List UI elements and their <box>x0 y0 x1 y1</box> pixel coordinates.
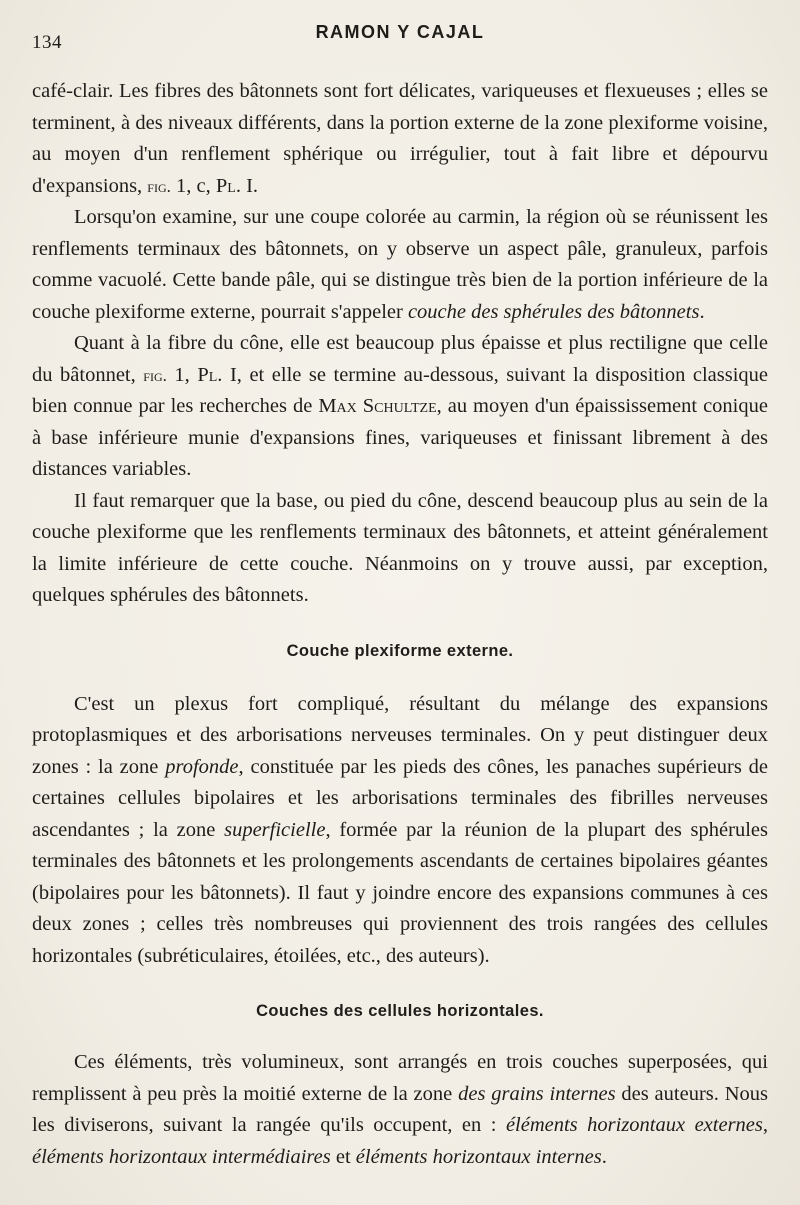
paragraph-2 <box>32 202 768 328</box>
p3-text-2: 1, <box>166 363 198 386</box>
p1-fig-ref: fig. <box>147 176 171 196</box>
paragraph-1 <box>32 76 768 202</box>
p3-text-4: , au moyen d'un épaississement conique à base inférieure munie d'expansions fines, variqueuses et finissant librement à des distances variables. <box>32 395 768 480</box>
p5-italic-2: superficielle <box>224 818 326 841</box>
paragraph-5 <box>32 689 768 973</box>
section-heading-horizontales: Couches des cellules horizontales. <box>256 1002 544 1020</box>
p6-text-1: Ces éléments, très volumineux, sont arrangés en trois couches superposées, qui remplissent à peu près la moitié externe de la zone <box>32 1051 768 1105</box>
body-text <box>32 76 768 1173</box>
p6-italic-1: des grains internes <box>458 1082 616 1105</box>
running-head: RAMON Y CAJAL <box>315 22 485 42</box>
p5-text-1: C'est un plexus fort compliqué, résultant du mélange des expansions protoplasmiques et des arborisations nerveuses terminales. On y peut distinguer deux zones : la zone <box>32 692 768 778</box>
p1-plate-ref: Pl. <box>215 174 241 197</box>
p1-text-3: I. <box>240 174 259 197</box>
p3-text-1: Quant à la fibre du cône, elle est beaucoup plus épaisse et plus rectiligne que celle du bâtonnet, <box>32 332 768 386</box>
page-header <box>32 22 768 52</box>
p6-italic-2: éléments horizontaux externes <box>505 1114 763 1136</box>
p5-text-2: , constituée par les pieds des cônes, les panaches supérieurs de certaines cellules bipolaires et les arborisations terminales des fibrilles nerveuses ascendantes ; la zone <box>32 755 768 841</box>
p5-text-3: , formée par la réunion de la plupart des sphérules terminales des bâtonnets et les prolongements ascendants de certaines bipolaires géantes (bipolaires pour les bâtonnets). Il faut y joindre encore des expansions communes à ces deux zones ; celles très nombreuses qui proviennent des trois rangées des cellules horizontales (subréticulaires, étoilées, etc., des auteurs). <box>32 818 768 967</box>
p6-italic-3: éléments horizontaux intermédiaires <box>32 1145 331 1168</box>
p6-text-5: . <box>601 1145 607 1168</box>
p3-text-3: I, et elle se termine au-dessous, suivant la disposition classique bien connue par les recherches de <box>32 363 769 417</box>
paragraph-6 <box>32 1047 768 1173</box>
p2-text-2: . <box>699 300 705 323</box>
p6-italic-4: éléments horizontaux internes <box>355 1145 602 1168</box>
p2-italic-term: couche des sphérules des bâtonnets <box>407 300 700 323</box>
p3-plate-ref: Pl. <box>197 363 223 386</box>
p3-author-name: Max Schultze <box>318 395 437 417</box>
p6-text-3: , <box>762 1114 769 1136</box>
p1-text-2: 1, c, <box>170 174 216 197</box>
p1-text-1: café-clair. Les fibres des bâtonnets sont fort délicates, variqueuses et flexueuses ; elles se terminent, à des niveaux différents, dans la portion externe de la zone plexiforme voisine, au moyen d'un renflement sphérique ou irrégulier, tout à fait libre et dépourvu d'expansions, <box>32 80 768 197</box>
page-number: 134 <box>32 32 62 53</box>
p6-text-2: des auteurs. Nous les diviserons, suivant la rangée qu'ils occupent, en : <box>32 1082 768 1136</box>
paragraph-3 <box>32 328 768 486</box>
p3-fig-ref: fig. <box>143 365 167 385</box>
paragraph-4: Il faut remarquer que la base, ou pied du cône, descend beaucoup plus au sein de la couche plexiforme que les renflements terminaux des bâtonnets, et atteint généralement la limite inférieure de cette couche. Néanmoins on y trouve aussi, par exception, quelques sphérules des bâtonnets. <box>32 489 768 606</box>
p5-italic-1: profonde <box>165 755 239 778</box>
p2-text-1: Lorsqu'on examine, sur une coupe colorée au carmin, la région où se réunissent les renflements terminaux des bâtonnets, on y observe un aspect pâle, granuleux, parfois comme vacuolé. Cette bande pâle, qui se distingue très bien de la portion inférieure de la couche plexiforme externe, pourrait s'appeler <box>32 206 768 323</box>
p6-text-4: et <box>330 1145 356 1168</box>
section-heading-plexiforme: Couche plexiforme externe. <box>286 641 514 660</box>
